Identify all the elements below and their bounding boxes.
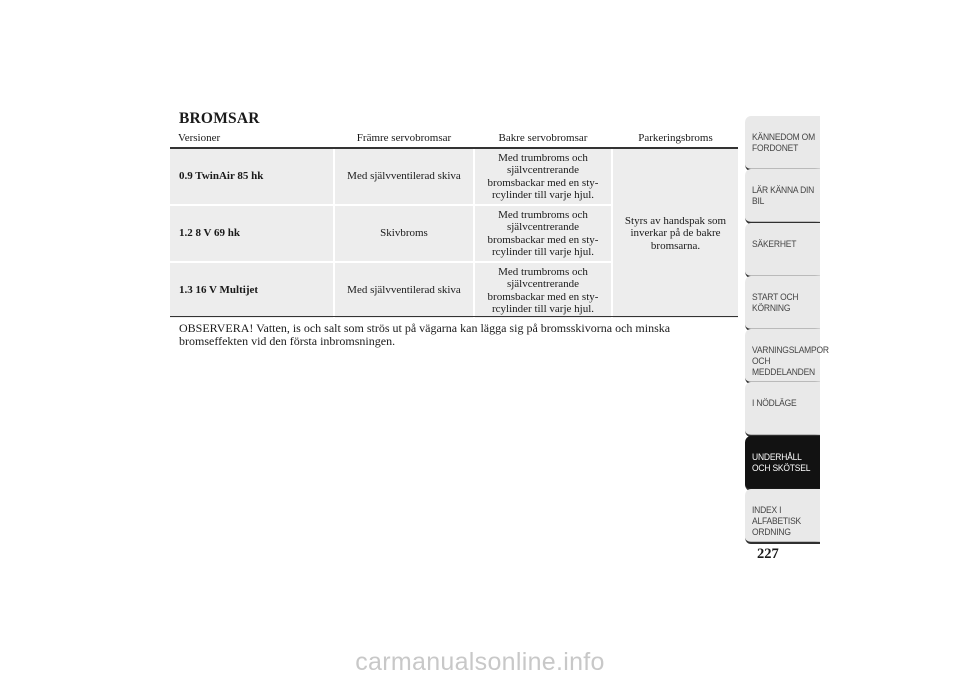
front-brake-cell: Med självventilerad skiva: [334, 148, 474, 205]
rear-brake-cell: Med trumbroms och självcentrerande bromsbackar med en sty-rcylinder till varje hjul.: [474, 262, 612, 318]
front-brake-cell: Skivbroms: [334, 205, 474, 262]
page-number: 227: [757, 546, 779, 562]
chapter-tabs: [745, 116, 829, 542]
parking-brake-cell: Styrs av handspak som inverkar på de bakre bromsarna.: [612, 148, 738, 318]
tab-kannedom-om-fordonet[interactable]: KÄNNEDOM OM FORDONET: [745, 116, 820, 171]
tab-start-och-korning[interactable]: START OCH KÖRNING: [745, 276, 820, 331]
tab-lar-kanna-din-bil[interactable]: LÄR KÄNNA DIN BIL: [745, 169, 820, 224]
version-cell: 1.3 16 V Multijet: [170, 262, 334, 318]
section-title: BROMSAR: [179, 110, 260, 127]
caution-note: OBSERVERA! Vatten, is och salt som strös ut på vägarna kan lägga sig på bromsskivorna och minska bromseffekten vid den första inbromsningen.: [179, 321, 671, 348]
brake-spec-table: [170, 128, 738, 318]
note-divider: [170, 316, 738, 317]
table-row: [170, 148, 738, 205]
column-header-front-brakes: Främre servobromsar: [334, 128, 474, 148]
version-cell: 1.2 8 V 69 hk: [170, 205, 334, 262]
tab-sakerhet[interactable]: SÄKERHET: [745, 223, 820, 278]
rear-brake-cell: Med trumbroms och självcentrerande bromsbackar med en sty-rcylinder till varje hjul.: [474, 148, 612, 205]
version-cell: 0.9 TwinAir 85 hk: [170, 148, 334, 205]
front-brake-cell: Med självventilerad skiva: [334, 262, 474, 318]
tab-varningslampor[interactable]: VARNINGSLAMPOR OCH MEDDELANDEN: [745, 329, 820, 384]
tab-underhall-och-skotsel[interactable]: UNDERHÅLL OCH SKÖTSEL: [745, 436, 820, 491]
column-header-versions: Versioner: [170, 128, 334, 148]
table-header-row: [170, 128, 738, 148]
tab-index[interactable]: INDEX I ALFABETISK ORDNING: [745, 489, 820, 544]
column-header-parking-brake: Parkeringsbroms: [612, 128, 738, 148]
tab-i-nodlage[interactable]: I NÖDLÄGE: [745, 382, 820, 437]
column-header-rear-brakes: Bakre servobromsar: [474, 128, 612, 148]
watermark: carmanualsonline.info: [355, 648, 605, 676]
rear-brake-cell: Med trumbroms och självcentrerande bromsbackar med en sty-rcylinder till varje hjul.: [474, 205, 612, 262]
